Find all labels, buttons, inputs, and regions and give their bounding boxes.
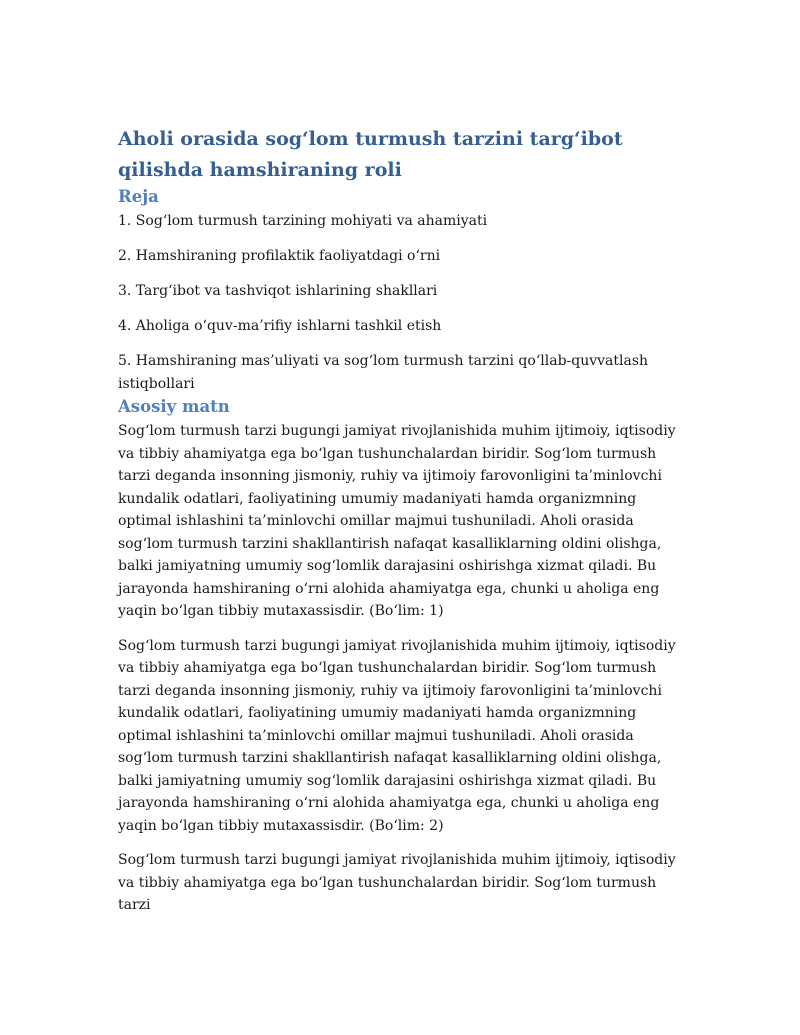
plan-heading: Reja <box>118 187 159 206</box>
document-page <box>118 124 688 929</box>
plan-item: 5. Hamshiraning mas’uliyati va sog‘lom turmush tarzini qo‘llab-quvvatlash istiqbollari <box>118 353 649 392</box>
document-title: Aholi orasida sog‘lom turmush tarzini targ‘ibot qilishda hamshiraning roli <box>118 128 623 181</box>
plan-item: 4. Aholiga o‘quv-ma’rifiy ishlarni tashkil etish <box>118 318 442 334</box>
main-text-heading: Asosiy matn <box>118 397 230 416</box>
plan-item: 3. Targ‘ibot va tashviqot ishlarining shakllari <box>118 283 438 299</box>
body-paragraph: Sog‘lom turmush tarzi bugungi jamiyat rivojlanishida muhim ijtimoiy, iqtisodiy va tibbiy ahamiyatga ega bo‘lgan tushunchalardan biridir. Sog‘lom turmush tarzi <box>118 852 676 913</box>
body-paragraph: Sog‘lom turmush tarzi bugungi jamiyat rivojlanishida muhim ijtimoiy, iqtisodiy va tibbiy ahamiyatga ega bo‘lgan tushunchalardan biridir. Sog‘lom turmush tarzi deganda insonning jismoniy, ruhiy va ijtimoiy farovonligini ta’minlovchi kundalik odatlari, faoliyatining umumiy madaniyati hamda organizmning optimal ishlashini ta’minlovchi omillar majmui tushuniladi. Aholi orasida sog‘lom turmush tarzini shakllantirish nafaqat kasalliklarning oldini olishga, balki jamiyatning umumiy sog‘lomlik darajasini oshirishga xizmat qiladi. Bu jarayonda hamshiraning o‘rni alohida ahamiyatga ega, chunki u aholiga eng yaqin bo‘lgan tibbiy mutaxassisdir. (Bo‘lim: 1) <box>118 423 676 619</box>
plan-item: 1. Sog‘lom turmush tarzining mohiyati va ahamiyati <box>118 213 488 229</box>
plan-list <box>118 210 688 396</box>
plan-item: 2. Hamshiraning profilaktik faoliyatdagi o‘rni <box>118 248 441 264</box>
body-paragraph: Sog‘lom turmush tarzi bugungi jamiyat rivojlanishida muhim ijtimoiy, iqtisodiy va tibbiy ahamiyatga ega bo‘lgan tushunchalardan biridir. Sog‘lom turmush tarzi deganda insonning jismoniy, ruhiy va ijtimoiy farovonligini ta’minlovchi kundalik odatlari, faoliyatining umumiy madaniyati hamda organizmning optimal ishlashini ta’minlovchi omillar majmui tushuniladi. Aholi orasida sog‘lom turmush tarzini shakllantirish nafaqat kasalliklarning oldini olishga, balki jamiyatning umumiy sog‘lomlik darajasini oshirishga xizmat qiladi. Bu jarayonda hamshiraning o‘rni alohida ahamiyatga ega, chunki u aholiga eng yaqin bo‘lgan tibbiy mutaxassisdir. (Bo‘lim: 2) <box>118 637 676 834</box>
